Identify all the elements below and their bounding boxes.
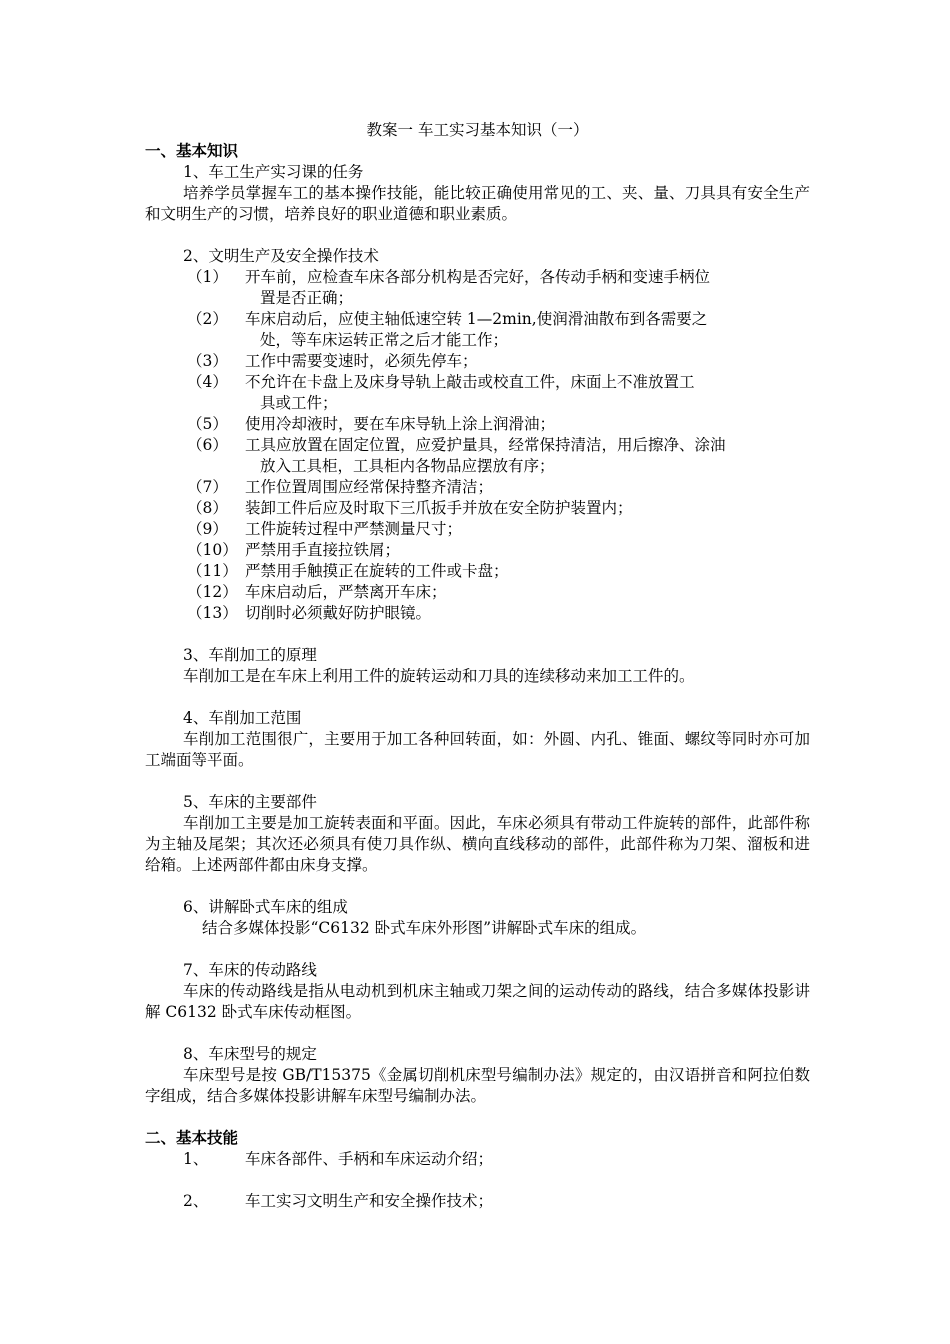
paragraph-task: 培养学员掌握车工的基本操作技能，能比较正确使用常见的工、夹、量、刀具具有安全生产和文明生产的习惯，培养良好的职业道德和职业素质。	[145, 184, 810, 223]
safety-rule-text	[245, 435, 810, 477]
safety-rule-text	[245, 603, 810, 624]
safety-rule-text	[245, 351, 810, 372]
safety-rule-number: （9）	[187, 520, 228, 538]
paragraph-range: 车削加工范围很广，主要用于加工各种回转面，如：外圆、内孔、锥面、螺纹等同时亦可加工端面等平面。	[145, 730, 810, 769]
paragraph-transmission: 车床的传动路线是指从电动机到机床主轴或刀架之间的运动传动的路线，结合多媒体投影讲解 C6132 卧式车床传动框图。	[145, 982, 810, 1021]
safety-rule-text	[245, 414, 810, 435]
paragraph-model-number: 车床型号是按 GB/T15375《金属切削机床型号编制办法》规定的，由汉语拼音和阿拉伯数字组成，结合多媒体投影讲解车床型号编制办法。	[145, 1066, 810, 1105]
subheading-safety: 2、文明生产及安全操作技术	[183, 247, 379, 265]
subheading-lathe-composition: 6、讲解卧式车床的组成	[183, 898, 348, 916]
safety-rule-number: （10）	[187, 541, 238, 559]
safety-rule-text-line: 工作位置周围应经常保持整齐清洁；	[245, 478, 494, 496]
safety-rule-number: （12）	[187, 583, 238, 601]
subheading-range: 4、车削加工范围	[183, 709, 302, 727]
safety-rule-number: （5）	[187, 415, 228, 433]
safety-rule-item	[145, 519, 810, 540]
safety-rule-text-line: 车床启动后，应使主轴低速空转 1—2min,使润滑油散布到各需要之	[245, 310, 708, 328]
safety-rule-text-continuation: 具或工件；	[260, 394, 338, 412]
safety-rule-text	[245, 519, 810, 540]
page-title: 教案一 车工实习基本知识（一）	[366, 121, 589, 139]
safety-rule-number: （13）	[187, 604, 238, 622]
document-page	[145, 120, 810, 1212]
subheading-task: 1、车工生产实习课的任务	[183, 163, 364, 181]
skill-item-text: 车工实习文明生产和安全操作技术；	[245, 1192, 494, 1210]
safety-rule-number: （6）	[187, 436, 228, 454]
safety-rule-text	[245, 372, 810, 414]
paragraph-main-parts: 车削加工主要是加工旋转表面和平面。因此，车床必须具有带动工件旋转的部件，此部件称为主轴及尾架；其次还必须具有使刀具作纵、横向直线移动的部件，此部件称为刀架、溜板和进给箱。上述两部件都由床身支撑。	[145, 814, 810, 874]
safety-rule-item	[145, 309, 810, 351]
safety-rule-number: （8）	[187, 499, 228, 517]
safety-rule-text	[245, 540, 810, 561]
safety-rule-number: （1）	[187, 268, 228, 286]
subheading-principle: 3、车削加工的原理	[183, 646, 317, 664]
skill-item	[145, 1191, 810, 1212]
safety-rule-item	[145, 540, 810, 561]
safety-rule-item	[145, 435, 810, 477]
safety-rule-item	[145, 603, 810, 624]
safety-rule-item	[145, 477, 810, 498]
safety-rule-text-line: 严禁用手直接拉铁屑；	[245, 541, 401, 559]
safety-rule-number: （11）	[187, 562, 238, 580]
safety-rule-text-line: 不允许在卡盘上及床身导轨上敲击或校直工件，床面上不准放置工	[245, 373, 695, 391]
safety-rule-text	[245, 561, 810, 582]
safety-rule-text	[245, 582, 810, 603]
safety-rule-item	[145, 582, 810, 603]
paragraph-principle: 车削加工是在车床上利用工件的旋转运动和刀具的连续移动来加工工件的。	[183, 667, 695, 685]
safety-rule-number: （3）	[187, 352, 228, 370]
safety-rule-item	[145, 351, 810, 372]
skill-item-text: 车床各部件、手柄和车床运动介绍；	[245, 1150, 494, 1168]
safety-rule-text-line: 工具应放置在固定位置，应爱护量具，经常保持清洁，用后擦净、涂油	[245, 436, 726, 454]
safety-rule-text-line: 装卸工件后应及时取下三爪扳手并放在安全防护装置内；	[245, 499, 633, 517]
safety-rule-text-line: 使用冷却液时，要在车床导轨上涂上润滑油；	[245, 415, 556, 433]
safety-rule-item	[145, 414, 810, 435]
safety-rule-text	[245, 267, 810, 309]
safety-rule-item	[145, 561, 810, 582]
safety-rule-item	[145, 267, 810, 309]
safety-rule-text	[245, 309, 810, 351]
subheading-main-parts: 5、车床的主要部件	[183, 793, 317, 811]
safety-rule-text-continuation: 置是否正确；	[260, 289, 354, 307]
safety-rule-text-line: 工件旋转过程中严禁测量尺寸；	[245, 520, 463, 538]
safety-rule-text-line: 严禁用手触摸正在旋转的工件或卡盘；	[245, 562, 509, 580]
safety-rule-number: （7）	[187, 478, 228, 496]
skill-item-number: 2、	[183, 1192, 209, 1210]
safety-rule-item	[145, 372, 810, 414]
paragraph-lathe-composition: 结合多媒体投影“C6132 卧式车床外形图”讲解卧式车床的组成。	[202, 919, 647, 937]
safety-rules-list	[145, 267, 810, 624]
safety-rule-text	[245, 477, 810, 498]
safety-rule-item	[145, 498, 810, 519]
subheading-model-number: 8、车床型号的规定	[183, 1045, 317, 1063]
subheading-transmission: 7、车床的传动路线	[183, 961, 317, 979]
safety-rule-text-continuation: 放入工具柜，工具柜内各物品应摆放有序；	[260, 457, 555, 475]
section-heading-basic-knowledge: 一、基本知识	[145, 142, 239, 160]
safety-rule-text-line: 车床启动后，严禁离开车床；	[245, 583, 447, 601]
safety-rule-text-line: 切削时必须戴好防护眼镜。	[245, 604, 432, 622]
safety-rule-text-line: 开车前，应检查车床各部分机构是否完好，各传动手柄和变速手柄位	[245, 268, 711, 286]
safety-rule-number: （2）	[187, 310, 228, 328]
safety-rule-text-continuation: 处，等车床运转正常之后才能工作；	[260, 331, 509, 349]
skill-item-number: 1、	[183, 1150, 209, 1168]
safety-rule-text-line: 工作中需要变速时，必须先停车；	[245, 352, 478, 370]
safety-rule-number: （4）	[187, 373, 228, 391]
skill-item	[145, 1149, 810, 1170]
safety-rule-text	[245, 498, 810, 519]
section-heading-basic-skills: 二、基本技能	[145, 1129, 239, 1147]
